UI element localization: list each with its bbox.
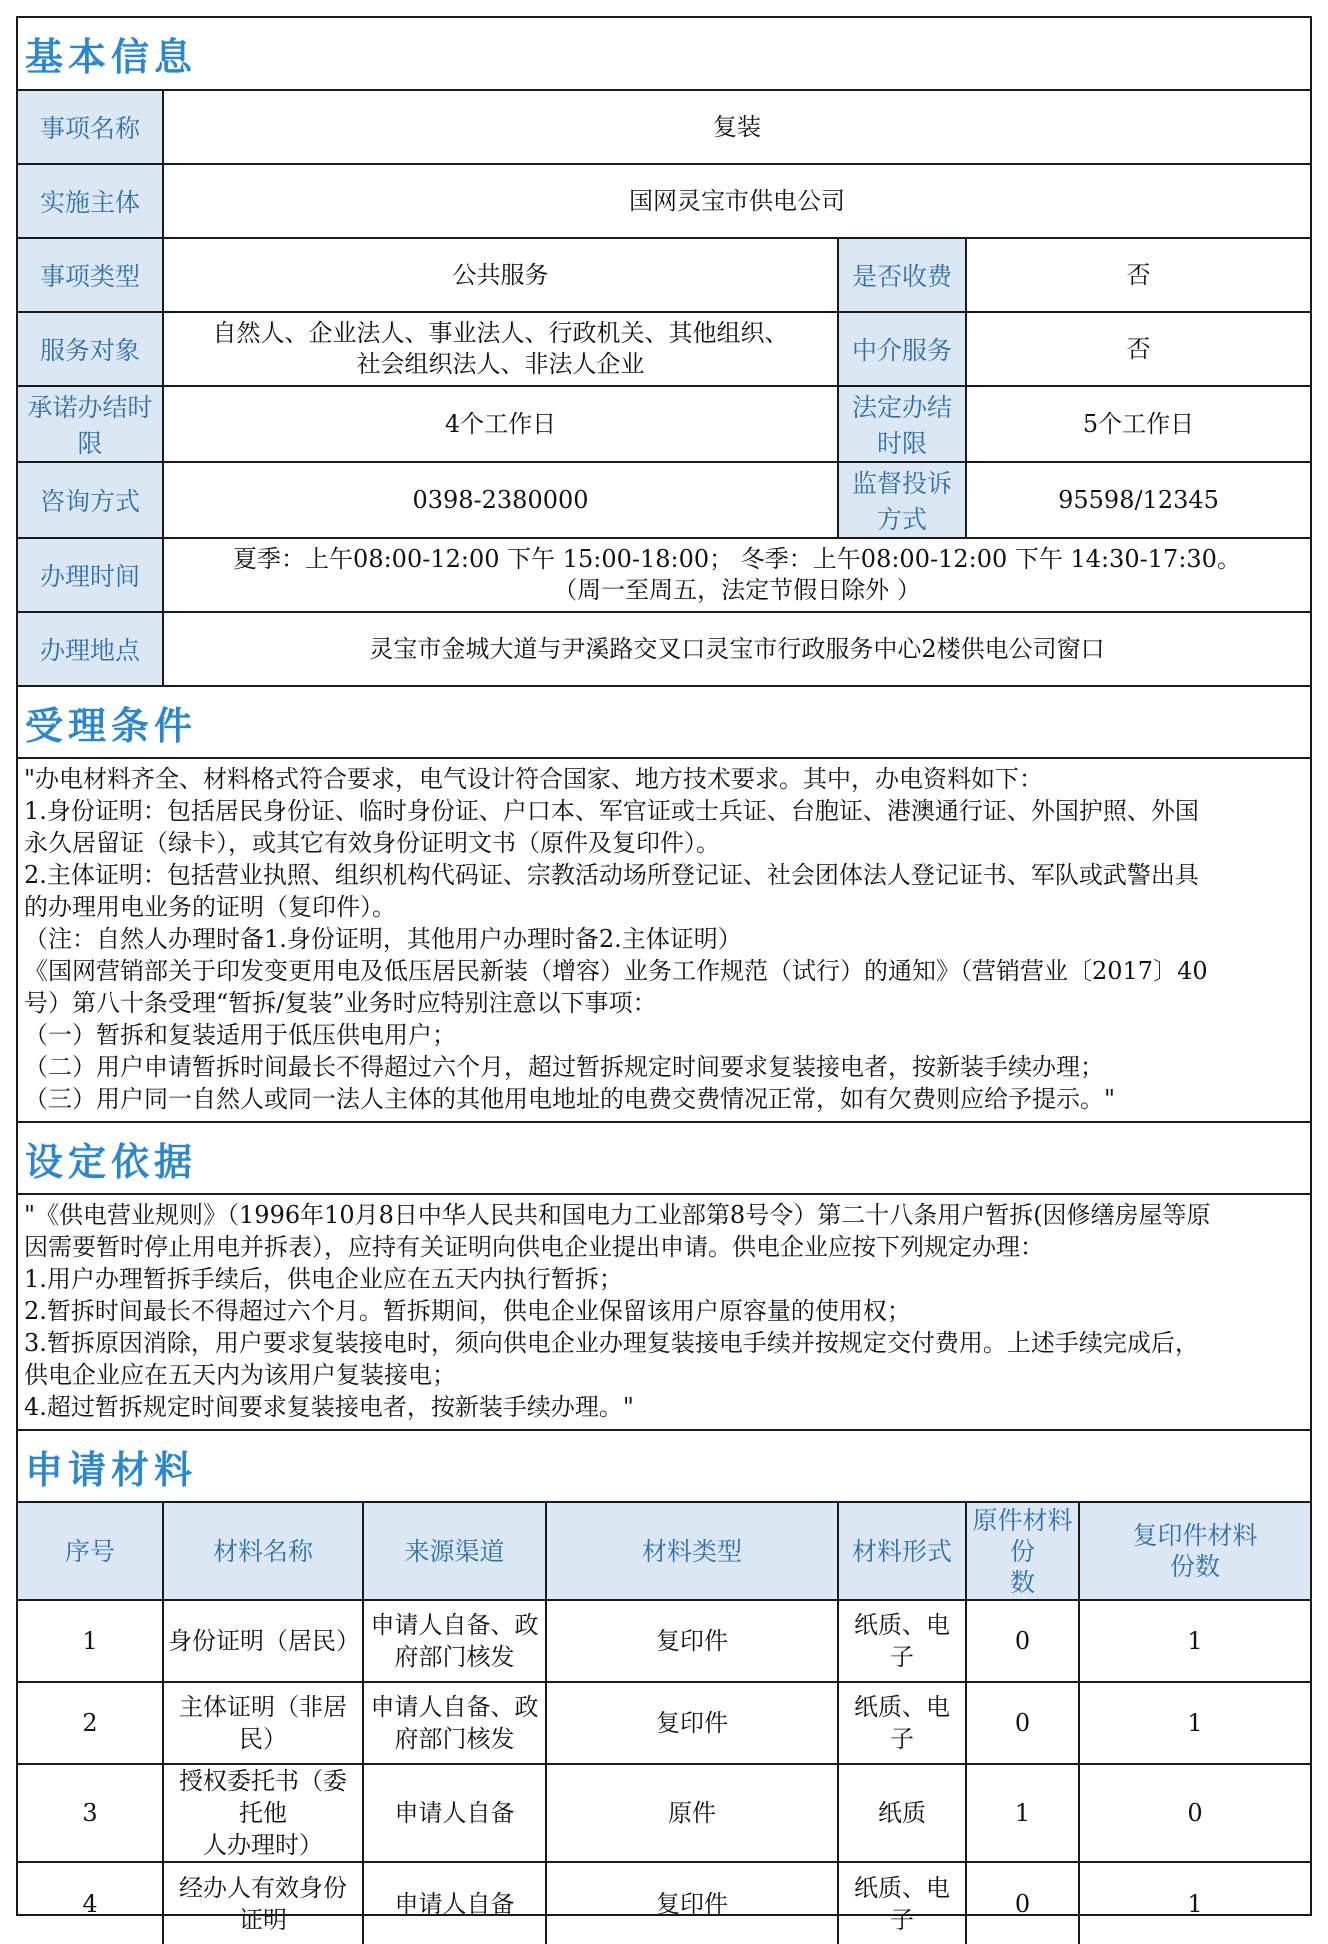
row-promise xyxy=(18,386,1310,462)
section-title-materials: 申请材料 xyxy=(25,1447,198,1492)
header-copy-count xyxy=(1079,1502,1310,1600)
conditions-line: （注：自然人办理时备1.身份证明，其他用户办理时备2.主体证明） xyxy=(24,925,742,953)
value-target xyxy=(163,312,838,386)
header-source: 来源渠道 xyxy=(363,1502,546,1600)
cell-copy-count: 1 xyxy=(1079,1862,1310,1944)
value-item-name: 复装 xyxy=(163,90,1310,164)
label-subject: 实施主体 xyxy=(18,164,163,238)
value-hours-line1: 夏季：上午08:00-12:00 下午 15:00-18:00； 冬季：上午08:00-12:00 下午 14:30-17:30。 xyxy=(233,545,1241,573)
value-hours xyxy=(163,538,1310,612)
row-target xyxy=(18,312,1310,386)
cell-name xyxy=(163,1682,363,1764)
label-complain: 监督投诉方式 xyxy=(838,462,966,538)
value-agency: 否 xyxy=(966,312,1310,386)
basis-line: 4.超过暂拆规定时间要求复装接电者，按新装手续办理。" xyxy=(24,1393,634,1421)
label-promise: 承诺办结时限 xyxy=(18,386,163,462)
row-consult xyxy=(18,462,1310,538)
conditions-line: "办电材料齐全、材料格式符合要求，电气设计符合国家、地方技术要求。其中，办电资料如下： xyxy=(24,765,1044,793)
conditions-line: （二）用户申请暂拆时间最长不得超过六个月，超过暂拆规定时间要求复装接电者，按新装手续办理； xyxy=(24,1053,1104,1081)
cell-source-line1: 申请人自备 xyxy=(394,1889,515,1918)
row-basis xyxy=(18,1194,1310,1430)
value-subject: 国网灵宝市供电公司 xyxy=(163,164,1310,238)
value-fee: 否 xyxy=(966,238,1310,312)
value-hours-line2: （周一至周五，法定节假日除外 ） xyxy=(553,576,921,604)
cell-seq: 4 xyxy=(18,1862,163,1944)
row-hours xyxy=(18,538,1310,612)
label-agency: 中介服务 xyxy=(838,312,966,386)
label-legal: 法定办结时限 xyxy=(838,386,966,462)
label-hours: 办理时间 xyxy=(18,538,163,612)
cell-name-line1: 授权委托书（委托他 xyxy=(179,1767,347,1827)
header-type: 材料类型 xyxy=(546,1502,838,1600)
cell-copy-count: 1 xyxy=(1079,1600,1310,1682)
cell-source xyxy=(363,1682,546,1764)
cell-name-line1: 身份证明（居民） xyxy=(168,1627,360,1655)
header-copy-line1: 复印件材料 xyxy=(1132,1521,1258,1550)
basis-line: 3.暂拆原因消除，用户要求复装接电时，须向供电企业办理复装接电手续并按规定交付费用。上述手续完成后， xyxy=(24,1329,1199,1357)
section-basic-info xyxy=(18,18,1310,90)
cell-source xyxy=(363,1600,546,1682)
conditions-line: 的办理用电业务的证明（复印件）。 xyxy=(24,893,396,921)
cell-type: 原件 xyxy=(546,1764,838,1862)
label-item-name: 事项名称 xyxy=(18,90,163,164)
label-address: 办理地点 xyxy=(18,612,163,686)
cell-source-line1: 申请人自备、政 xyxy=(370,1611,539,1639)
cell-name xyxy=(163,1600,363,1682)
conditions-line: 《国网营销部关于印发变更用电及低压居民新装（增容）业务工作规范（试行）的通知》（营销营业〔2017〕40 xyxy=(24,957,1208,985)
cell-name-line1: 经办人有效身份证明 xyxy=(179,1873,347,1934)
guide-table xyxy=(18,18,1310,1944)
cell-name xyxy=(163,1764,363,1862)
value-legal: 5个工作日 xyxy=(966,386,1310,462)
cell-type: 复印件 xyxy=(546,1600,838,1682)
cell-form: 纸质 xyxy=(838,1764,966,1862)
label-type: 事项类型 xyxy=(18,238,163,312)
cell-seq: 1 xyxy=(18,1600,163,1682)
cell-form: 纸质、电子 xyxy=(838,1682,966,1764)
value-target-line2: 社会组织法人、非法人企业 xyxy=(356,350,645,378)
basis-line: 供电企业应在五天内为该用户复装接电； xyxy=(24,1361,456,1389)
section-title-basic: 基本信息 xyxy=(25,35,198,79)
table-row xyxy=(18,1764,1310,1862)
conditions-line: 永久居留证（绿卡），或其它有效身份证明文书（原件及复印件）。 xyxy=(24,829,720,857)
header-original-count xyxy=(966,1502,1079,1600)
row-type xyxy=(18,238,1310,312)
value-address: 灵宝市金城大道与尹溪路交叉口灵宝市行政服务中心2楼供电公司窗口 xyxy=(163,612,1310,686)
value-consult: 0398-2380000 xyxy=(163,462,838,538)
cell-source-line2: 府部门核发 xyxy=(394,1725,515,1753)
section-title-conditions: 受理条件 xyxy=(25,703,198,748)
basis-line: "《供电营业规则》（1996年10月8日中华人民共和国电力工业部第8号令）第二十八条用户暂拆(因修缮房屋等原 xyxy=(24,1201,1211,1229)
cell-source xyxy=(363,1764,546,1862)
row-address xyxy=(18,612,1310,686)
cell-form: 纸质、电子 xyxy=(838,1862,966,1944)
cell-original-count: 0 xyxy=(966,1682,1079,1764)
cell-original-count: 1 xyxy=(966,1764,1079,1862)
cell-type: 复印件 xyxy=(546,1862,838,1944)
cell-source-line1: 申请人自备、政 xyxy=(370,1693,539,1721)
row-item-name xyxy=(18,90,1310,164)
table-row xyxy=(18,1600,1310,1682)
value-complain: 95598/12345 xyxy=(966,462,1310,538)
label-target: 服务对象 xyxy=(18,312,163,386)
section-title-basis: 设定依据 xyxy=(25,1139,198,1184)
cell-name-line1: 主体证明（非居民） xyxy=(179,1693,347,1753)
section-conditions xyxy=(18,686,1310,758)
materials-header-row xyxy=(18,1502,1310,1600)
conditions-line: 2.主体证明：包括营业执照、组织机构代码证、宗教活动场所登记证、社会团体法人登记证书、军队或武警出具 xyxy=(24,861,1199,889)
cell-form: 纸质、电子 xyxy=(838,1600,966,1682)
label-consult: 咨询方式 xyxy=(18,462,163,538)
row-conditions xyxy=(18,758,1310,1122)
conditions-line: （三）用户同一自然人或同一法人主体的其他用电地址的电费交费情况正常，如有欠费则应给予提示。" xyxy=(24,1085,1116,1113)
cell-name-line2: 人办理时） xyxy=(203,1831,323,1859)
basis-line: 1.用户办理暂拆手续后，供电企业应在五天内执行暂拆； xyxy=(24,1265,623,1293)
section-basis xyxy=(18,1122,1310,1194)
label-fee: 是否收费 xyxy=(838,238,966,312)
header-form: 材料形式 xyxy=(838,1502,966,1600)
header-seq: 序号 xyxy=(18,1502,163,1600)
cell-source-line1: 申请人自备 xyxy=(394,1799,515,1827)
service-guide-sheet xyxy=(16,16,1312,1934)
basis-line: 2.暂拆时间最长不得超过六个月。暂拆期间，供电企业保留该用户原容量的使用权； xyxy=(24,1297,911,1325)
cell-seq: 2 xyxy=(18,1682,163,1764)
cell-type: 复印件 xyxy=(546,1682,838,1764)
conditions-line: 号）第八十条受理“暂拆/复装”业务时应特别注意以下事项： xyxy=(24,989,657,1017)
value-target-line1: 自然人、企业法人、事业法人、行政机关、其他组织、 xyxy=(212,319,789,347)
header-original-line1: 原件材料份 xyxy=(972,1505,1073,1566)
cell-copy-count: 1 xyxy=(1079,1682,1310,1764)
cell-seq: 3 xyxy=(18,1764,163,1862)
conditions-text xyxy=(18,758,1310,1122)
cell-original-count: 0 xyxy=(966,1862,1079,1944)
cell-original-count: 0 xyxy=(966,1600,1079,1682)
value-type: 公共服务 xyxy=(163,238,838,312)
section-materials xyxy=(18,1430,1310,1502)
header-original-line2: 数 xyxy=(1009,1567,1035,1597)
header-name: 材料名称 xyxy=(163,1502,363,1600)
conditions-line: （一）暂拆和复装适用于低压供电用户； xyxy=(24,1021,456,1049)
cell-copy-count: 0 xyxy=(1079,1764,1310,1862)
value-promise: 4个工作日 xyxy=(163,386,838,462)
cell-source-line2: 府部门核发 xyxy=(394,1643,515,1671)
row-subject xyxy=(18,164,1310,238)
table-row xyxy=(18,1682,1310,1764)
basis-line: 因需要暂时停止用电并拆表），应持有关证明向供电企业提出申请。供电企业应按下列规定办理： xyxy=(24,1233,1044,1261)
basis-text xyxy=(18,1194,1310,1430)
header-copy-line2: 份数 xyxy=(1170,1552,1221,1581)
conditions-line: 1.身份证明：包括居民身份证、临时身份证、户口本、军官证或士兵证、台胞证、港澳通行证、外国护照、外国 xyxy=(24,797,1199,825)
